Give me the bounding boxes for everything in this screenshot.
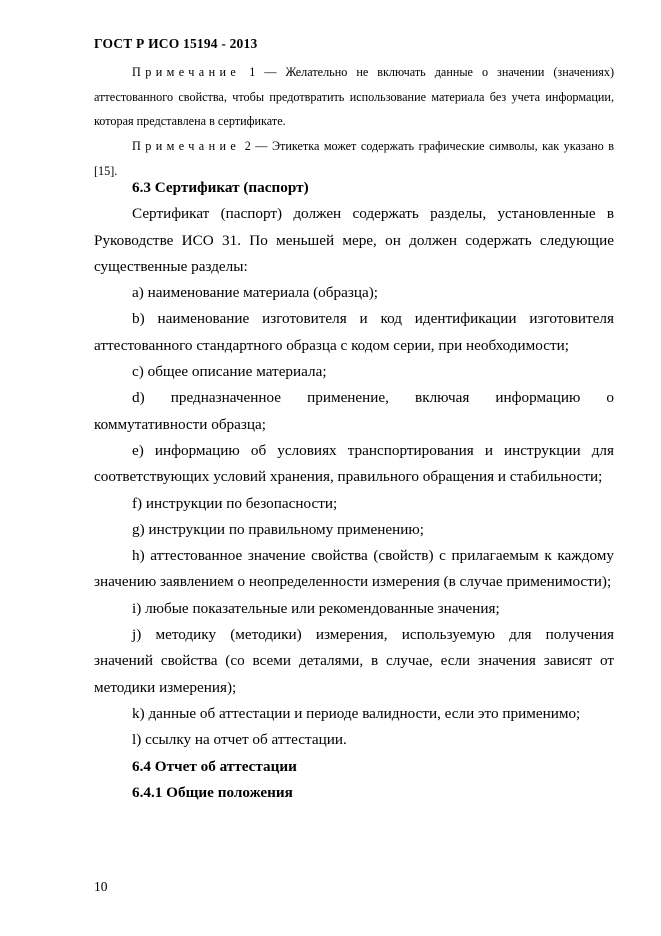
list-item-k: k) данные об аттестации и периоде валидности, если это применимо; [132,704,581,722]
page-number: 10 [94,879,108,894]
section-6-3-heading: 6.3 Сертификат (паспорт) [132,179,309,196]
list-item-l: l) ссылку на отчет об аттестации. [132,731,347,749]
note-2-dash: — [255,139,268,154]
list-item-e: e) информацию об условиях транспортирования и инструкции для соответствующих условий хранения, правильного обращения и стабильности; [94,441,614,486]
section-6-4-heading: 6.4 Отчет об аттестации [132,757,297,775]
list-item-c: c) общее описание материала; [132,363,327,381]
list-item-d: d) предназначенное применение, включая информацию о коммутативности образца; [94,389,614,433]
note-1-label: Примечание [132,65,241,79]
list-item-i: i) любые показательные или рекомендованные значения; [132,599,500,617]
note-1 [94,60,614,134]
document-body [94,175,614,806]
note-2-text: Этикетка может содержать графические символы, как указано в [15]. [94,139,614,178]
notes-block [94,60,614,184]
section-6-3-intro: Сертификат (паспорт) должен содержать разделы, установленные в Руководстве ИСО 31. По меньшей мере, он должен содержать следующие существенные разделы: [94,205,614,275]
note-1-dash: — [264,65,277,79]
note-2-number: 2 [244,139,251,154]
section-6-4-1-heading: 6.4.1 Общие положения [132,783,293,801]
list-item-a: а) наименование материала (образца); [132,284,378,302]
document-header: ГОСТ Р ИСО 15194 - 2013 [94,36,258,51]
list-item-j: j) методику (методики) измерения, используемую для получения значений свойства (со всеми деталями, в случае, если значения зависят от методики измерения); [94,626,614,696]
note-1-number: 1 [249,65,256,79]
list-item-f: f) инструкции по безопасности; [132,494,338,512]
list-item-h: h) аттестованное значение свойства (свойств) с прилагаемым к каждому значению заявлением о неопределенности измерения (в случае применимости); [94,547,614,591]
note-2-label: Примечание [132,139,241,154]
list-item-b: b) наименование изготовителя и код идентификации изготовителя аттестованного стандартного образца с кодом серии, при необходимости; [94,310,614,354]
note-1-text: Желательно не включать данные о значении (значениях) аттестованного свойства, чтобы предотвратить использование материала без учета информации, которая представлена в сертификате. [94,65,615,129]
list-item-g: g) инструкции по правильному применению; [132,520,424,538]
